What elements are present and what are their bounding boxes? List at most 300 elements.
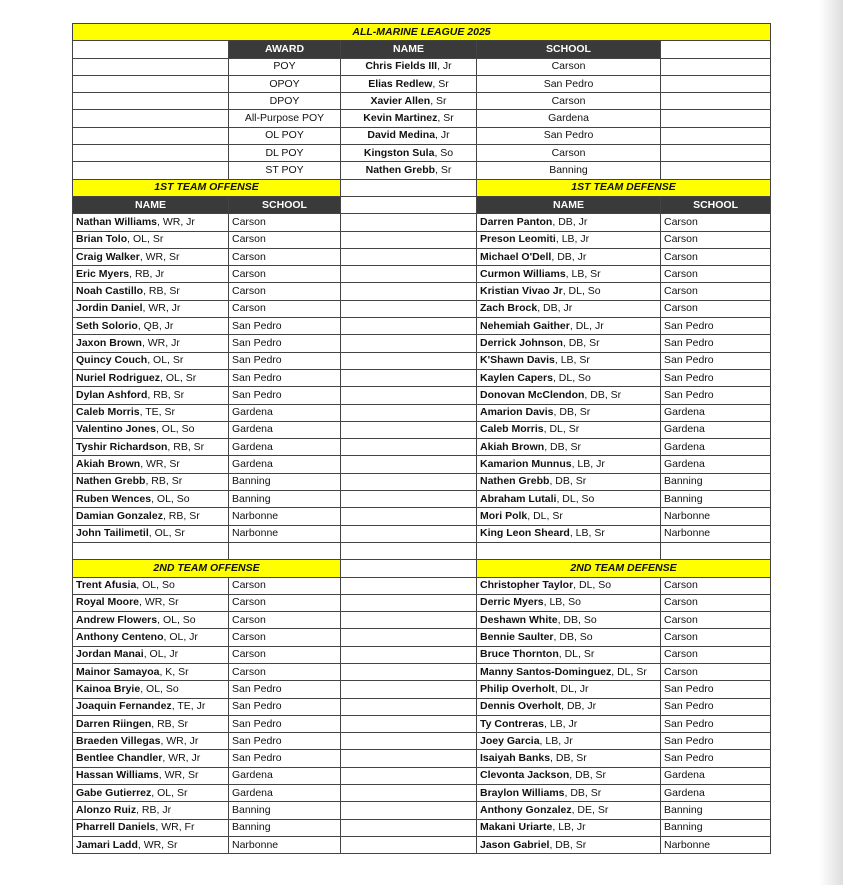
award-winner-cell <box>341 58 477 75</box>
title-row <box>73 24 771 41</box>
empty-cell <box>341 836 477 853</box>
player-position-year: , LB, Jr <box>555 233 590 246</box>
player-name: Jordin Daniel <box>76 302 143 315</box>
player-position-year: , WR, Sr <box>158 769 199 782</box>
offense-player-cell <box>73 508 229 525</box>
player-name: Clevonta Jackson <box>480 769 570 782</box>
defense-school-cell: Carson <box>661 663 771 680</box>
offense-school-cell: Banning <box>229 819 341 836</box>
defense-player-cell <box>477 248 661 265</box>
defense-player-cell <box>477 352 661 369</box>
team-player-row <box>73 629 771 646</box>
defense-player-cell <box>477 750 661 767</box>
winner-name: Nathen Grebb <box>365 164 436 177</box>
empty-cell <box>229 542 341 559</box>
team-player-row <box>73 733 771 750</box>
sheet-body <box>73 24 771 854</box>
empty-cell <box>661 127 771 144</box>
offense-player-cell <box>73 612 229 629</box>
player-name: K'Shawn Davis <box>480 354 555 367</box>
award-school-cell: Carson <box>477 58 661 75</box>
player-position-year: , OL, So <box>136 579 175 592</box>
empty-cell <box>73 110 229 127</box>
player-name: Jason Gabriel <box>480 838 550 851</box>
player-name: Philip Overholt <box>480 682 555 695</box>
player-name: Braeden Villegas <box>76 734 161 747</box>
player-position-year: , WR, Jr <box>160 734 199 747</box>
empty-cell <box>341 542 477 559</box>
award-cell: DPOY <box>229 93 341 110</box>
empty-cell <box>73 75 229 92</box>
defense-player-cell <box>477 594 661 611</box>
defense-school-cell: San Pedro <box>661 369 771 386</box>
player-position-year: , RB, Sr <box>145 475 183 488</box>
defense-school-cell: Banning <box>661 473 771 490</box>
offense-player-cell <box>73 491 229 508</box>
defense-player-cell <box>477 612 661 629</box>
player-position-year: , OL, So <box>140 682 179 695</box>
player-name: Bruce Thornton <box>480 648 559 661</box>
award-header: AWARD <box>229 41 341 58</box>
empty-cell <box>73 41 229 58</box>
team-player-row <box>73 283 771 300</box>
offense-player-cell <box>73 577 229 594</box>
defense-school-cell: Carson <box>661 214 771 231</box>
player-name: Akiah Brown <box>76 458 141 471</box>
player-name: Kaylen Capers <box>480 371 553 384</box>
team-player-row <box>73 802 771 819</box>
offense-player-cell <box>73 352 229 369</box>
player-position-year: , OL, So <box>157 613 196 626</box>
award-winner-cell <box>341 75 477 92</box>
offense-player-cell <box>73 802 229 819</box>
empty-cell <box>341 266 477 283</box>
player-position-year: , DB, Sr <box>550 752 587 765</box>
player-position-year: , OL, Sr <box>151 786 188 799</box>
player-position-year: , WR, Jr <box>162 752 201 765</box>
offense-school-cell: Gardena <box>229 785 341 802</box>
offense-school-cell: Carson <box>229 612 341 629</box>
offense-player-cell <box>73 473 229 490</box>
offense-school-cell: Gardena <box>229 456 341 473</box>
player-name: Caleb Morris <box>76 406 140 419</box>
offense-school-cell: Narbonne <box>229 836 341 853</box>
player-name: Abraham Lutali <box>480 492 557 505</box>
defense-school-cell: San Pedro <box>661 352 771 369</box>
award-winner-cell <box>341 162 477 179</box>
offense-school-cell: Narbonne <box>229 525 341 542</box>
player-name: Eric Myers <box>76 267 130 280</box>
offense-school-cell: Carson <box>229 300 341 317</box>
defense-player-cell <box>477 698 661 715</box>
player-position-year: , RB, Sr <box>147 388 185 401</box>
empty-cell <box>341 214 477 231</box>
player-name: Curmon Williams <box>480 267 566 280</box>
player-name: Pharrell Daniels <box>76 821 156 834</box>
winner-name: Xavier Allen <box>370 94 431 107</box>
empty-cell <box>341 629 477 646</box>
empty-cell <box>661 58 771 75</box>
offense-player-cell <box>73 525 229 542</box>
all-league-sheet <box>72 23 771 854</box>
player-position-year: , DL, Jr <box>554 682 589 695</box>
defense-school-cell: Gardena <box>661 456 771 473</box>
defense-school-cell: Carson <box>661 612 771 629</box>
player-name: Ruben Wences <box>76 492 152 505</box>
player-position-year: , DL, Sr <box>611 665 647 678</box>
defense-title: 1ST TEAM DEFENSE <box>477 179 771 196</box>
player-position-year: , OL, Sr <box>147 354 184 367</box>
empty-cell <box>341 819 477 836</box>
player-position-year: , LB, Jr <box>552 821 586 834</box>
offense-player-cell <box>73 300 229 317</box>
empty-cell <box>73 127 229 144</box>
player-position-year: , WR, Sr <box>140 458 180 471</box>
awards-header-row <box>73 41 771 58</box>
offense-player-cell <box>73 421 229 438</box>
defense-player-cell <box>477 231 661 248</box>
award-cell: ST POY <box>229 162 341 179</box>
empty-cell <box>341 646 477 663</box>
offense-school-cell: Banning <box>229 491 341 508</box>
offense-player-cell <box>73 335 229 352</box>
defense-player-cell <box>477 300 661 317</box>
team-title-row <box>73 560 771 577</box>
defense-player-cell <box>477 456 661 473</box>
defense-player-cell <box>477 646 661 663</box>
offense-player-cell <box>73 698 229 715</box>
defense-player-cell <box>477 266 661 283</box>
team-player-row <box>73 612 771 629</box>
empty-cell <box>341 179 477 196</box>
empty-cell <box>341 612 477 629</box>
player-position-year: , LB, Jr <box>571 458 605 471</box>
empty-cell <box>661 542 771 559</box>
page-edge-shadow <box>819 0 843 885</box>
empty-cell <box>341 404 477 421</box>
defense-player-cell <box>477 283 661 300</box>
defense-school-cell: Narbonne <box>661 836 771 853</box>
empty-cell <box>73 162 229 179</box>
team-player-row <box>73 318 771 335</box>
empty-cell <box>341 525 477 542</box>
player-name: Preson Leomiti <box>480 233 556 246</box>
team-player-row <box>73 767 771 784</box>
player-name: Nathan Williams <box>76 215 158 228</box>
award-row <box>73 145 771 162</box>
player-name: Nuriel Rodriguez <box>76 371 161 384</box>
player-name: Tyshir Richardson <box>76 440 168 453</box>
player-position-year: , RB, Sr <box>151 717 189 730</box>
defense-school-cell: Banning <box>661 819 771 836</box>
player-name: Craig Walker <box>76 250 140 263</box>
defense-school-cell: San Pedro <box>661 715 771 732</box>
empty-cell <box>661 145 771 162</box>
offense-school-cell: Carson <box>229 663 341 680</box>
player-position-year: , WR, Sr <box>139 250 180 263</box>
player-name: Jaxon Brown <box>76 336 142 349</box>
award-school-cell: Banning <box>477 162 661 179</box>
offense-player-cell <box>73 283 229 300</box>
team-player-row <box>73 404 771 421</box>
empty-cell <box>661 110 771 127</box>
empty-cell <box>341 421 477 438</box>
defense-school-cell: San Pedro <box>661 387 771 404</box>
offense-player-cell <box>73 214 229 231</box>
offense-school-cell: Carson <box>229 629 341 646</box>
player-position-year: , WR, Jr <box>157 215 195 228</box>
defense-school-cell: Narbonne <box>661 525 771 542</box>
team-player-row <box>73 681 771 698</box>
player-position-year: , WR, Jr <box>141 336 180 349</box>
offense-player-cell <box>73 767 229 784</box>
defense-player-cell <box>477 681 661 698</box>
player-name: Christopher Taylor <box>480 579 574 592</box>
player-name: Nathen Grebb <box>480 475 550 488</box>
award-winner-cell <box>341 145 477 162</box>
award-cell: POY <box>229 58 341 75</box>
team-player-row <box>73 577 771 594</box>
offense-player-cell <box>73 231 229 248</box>
defense-player-cell <box>477 318 661 335</box>
empty-cell <box>661 41 771 58</box>
player-name: Braylon Williams <box>480 786 565 799</box>
player-name: Hassan Williams <box>76 769 159 782</box>
offense-school-cell: San Pedro <box>229 387 341 404</box>
player-position-year: , LB, Sr <box>569 527 605 540</box>
defense-player-cell <box>477 785 661 802</box>
team-player-row <box>73 750 771 767</box>
player-name: Darren Panton <box>480 215 553 228</box>
defense-player-cell <box>477 404 661 421</box>
award-row <box>73 93 771 110</box>
player-position-year: , DB, So <box>553 631 593 644</box>
award-name-header: NAME <box>341 41 477 58</box>
empty-cell <box>341 560 477 577</box>
winner-year: , Jr <box>437 60 452 73</box>
team-player-row <box>73 352 771 369</box>
empty-cell <box>477 542 661 559</box>
player-position-year: , K, Sr <box>159 665 189 678</box>
offense-player-cell <box>73 733 229 750</box>
offense-player-cell <box>73 663 229 680</box>
defense-player-cell <box>477 491 661 508</box>
offense-school-cell: Carson <box>229 283 341 300</box>
empty-cell <box>73 542 229 559</box>
defense-school-cell: San Pedro <box>661 681 771 698</box>
player-position-year: , DB, Sr <box>553 406 591 419</box>
player-position-year: , DL, Sr <box>543 423 580 436</box>
team-player-row <box>73 456 771 473</box>
offense-player-cell <box>73 819 229 836</box>
defense-player-cell <box>477 577 661 594</box>
player-name: King Leon Sheard <box>480 527 570 540</box>
player-position-year: , DB, Sr <box>564 786 602 799</box>
empty-cell <box>341 750 477 767</box>
award-row <box>73 75 771 92</box>
team-player-row <box>73 836 771 853</box>
offense-player-cell <box>73 836 229 853</box>
team-player-row <box>73 214 771 231</box>
defense-school-cell: San Pedro <box>661 318 771 335</box>
winner-year: , Sr <box>430 94 447 107</box>
player-position-year: , DB, Jr <box>561 700 597 713</box>
team-player-row <box>73 369 771 386</box>
offense-player-cell <box>73 785 229 802</box>
empty-cell <box>341 715 477 732</box>
team-player-row <box>73 594 771 611</box>
defense-school-cell: Carson <box>661 231 771 248</box>
player-position-year: , WR, Sr <box>137 838 178 851</box>
offense-player-cell <box>73 681 229 698</box>
empty-cell <box>73 93 229 110</box>
player-name: Seth Solorio <box>76 319 138 332</box>
player-position-year: , DL, Jr <box>569 319 604 332</box>
player-position-year: , DL, So <box>573 579 612 592</box>
player-name: Noah Castillo <box>76 285 144 298</box>
award-school-cell: San Pedro <box>477 127 661 144</box>
defense-school-cell: San Pedro <box>661 733 771 750</box>
winner-year: , Sr <box>437 112 454 125</box>
player-position-year: , DB, Sr <box>549 838 587 851</box>
team-player-row <box>73 491 771 508</box>
defense-school-cell: Carson <box>661 629 771 646</box>
winner-year: , Jr <box>435 129 450 142</box>
team-player-row <box>73 819 771 836</box>
team-player-row <box>73 508 771 525</box>
offense-school-cell: San Pedro <box>229 681 341 698</box>
player-name: Dennis Overholt <box>480 700 562 713</box>
player-name: Joey Garcia <box>480 734 540 747</box>
player-position-year: , OL, So <box>155 423 195 436</box>
player-position-year: , OL, Jr <box>163 631 198 644</box>
offense-school-cell: Banning <box>229 473 341 490</box>
offense-player-cell <box>73 318 229 335</box>
player-position-year: , TE, Jr <box>171 700 206 713</box>
defense-school-cell: Narbonne <box>661 508 771 525</box>
empty-cell <box>341 335 477 352</box>
empty-cell <box>661 93 771 110</box>
player-position-year: , RB, Jr <box>136 804 172 816</box>
player-position-year: , RB, Sr <box>167 440 205 453</box>
defense-player-cell <box>477 335 661 352</box>
offense-player-cell <box>73 715 229 732</box>
team-player-row <box>73 300 771 317</box>
offense-school-cell: Carson <box>229 231 341 248</box>
defense-school-cell: San Pedro <box>661 698 771 715</box>
empty-cell <box>661 162 771 179</box>
award-row <box>73 110 771 127</box>
team-title-row <box>73 179 771 196</box>
team-player-row <box>73 231 771 248</box>
player-name: Royal Moore <box>76 596 140 609</box>
offense-player-cell <box>73 248 229 265</box>
offense-school-cell: Carson <box>229 577 341 594</box>
empty-cell <box>341 387 477 404</box>
player-position-year: , OL, Sr <box>148 527 185 540</box>
empty-cell <box>341 594 477 611</box>
team-player-row <box>73 698 771 715</box>
player-position-year: , LB, Jr <box>544 717 578 730</box>
player-position-year: , DB, Jr <box>537 302 573 315</box>
player-position-year: , OL, Jr <box>143 648 179 661</box>
defense-school-cell: Gardena <box>661 404 771 421</box>
player-name: Valentino Jones <box>76 423 156 436</box>
empty-cell <box>341 369 477 386</box>
player-position-year: , DL, So <box>562 285 601 298</box>
player-name: Derric Myers <box>480 596 544 609</box>
player-position-year: , DB, Jr <box>552 215 588 228</box>
empty-cell <box>341 767 477 784</box>
player-name: Isaiyah Banks <box>480 752 551 765</box>
team-player-row <box>73 421 771 438</box>
offense-school-cell: San Pedro <box>229 750 341 767</box>
empty-cell <box>341 785 477 802</box>
offense-school-cell: Carson <box>229 266 341 283</box>
empty-cell <box>341 698 477 715</box>
player-name: Nehemiah Gaither <box>480 319 570 332</box>
player-position-year: , OL, Sr <box>160 371 197 384</box>
award-winner-cell <box>341 93 477 110</box>
offense-school-cell: San Pedro <box>229 352 341 369</box>
offense-player-cell <box>73 456 229 473</box>
winner-name: Chris Fields III <box>365 60 438 73</box>
offense-school-cell: San Pedro <box>229 698 341 715</box>
defense-school-cell: San Pedro <box>661 335 771 352</box>
offense-school-cell: San Pedro <box>229 318 341 335</box>
offense-school-cell: San Pedro <box>229 369 341 386</box>
award-winner-cell <box>341 110 477 127</box>
offense-school-cell: San Pedro <box>229 733 341 750</box>
defense-school-cell: Gardena <box>661 785 771 802</box>
player-position-year: , DB, Sr <box>549 475 587 488</box>
player-name: Ty Contreras <box>480 717 544 730</box>
player-name: Deshawn White <box>480 613 558 626</box>
offense-title: 1ST TEAM OFFENSE <box>73 179 341 196</box>
separator-row <box>73 542 771 559</box>
player-name: Jamari Ladd <box>76 838 138 851</box>
award-row <box>73 127 771 144</box>
winner-year: , Sr <box>432 77 449 90</box>
player-name: Kainoa Bryie <box>76 682 141 695</box>
defense-school-cell: Carson <box>661 577 771 594</box>
player-position-year: , DB, Sr <box>584 388 622 401</box>
player-position-year: , LB, So <box>543 596 581 609</box>
player-position-year: , DL, Sr <box>558 648 595 661</box>
player-name: Trent Afusia <box>76 579 137 592</box>
player-name: John Tailimetil <box>76 527 149 540</box>
defense-player-cell <box>477 421 661 438</box>
defense-player-cell <box>477 439 661 456</box>
offense-player-cell <box>73 646 229 663</box>
player-name: Derrick Johnson <box>480 336 563 349</box>
player-position-year: , RB, Jr <box>129 267 165 280</box>
player-name: Kamarion Munnus <box>480 458 572 471</box>
team-player-row <box>73 646 771 663</box>
offense-school-cell: Gardena <box>229 421 341 438</box>
team-player-row <box>73 387 771 404</box>
player-name: Mori Polk <box>480 509 528 522</box>
winner-name: David Medina <box>367 129 436 142</box>
player-name: Akiah Brown <box>480 440 545 453</box>
player-name: Damian Gonzalez <box>76 509 163 522</box>
award-school-cell: Carson <box>477 93 661 110</box>
offense-player-cell <box>73 369 229 386</box>
offense-school-cell: Carson <box>229 214 341 231</box>
player-name: Donovan McClendon <box>480 388 585 401</box>
empty-cell <box>341 196 477 213</box>
defense-school-cell: Carson <box>661 266 771 283</box>
